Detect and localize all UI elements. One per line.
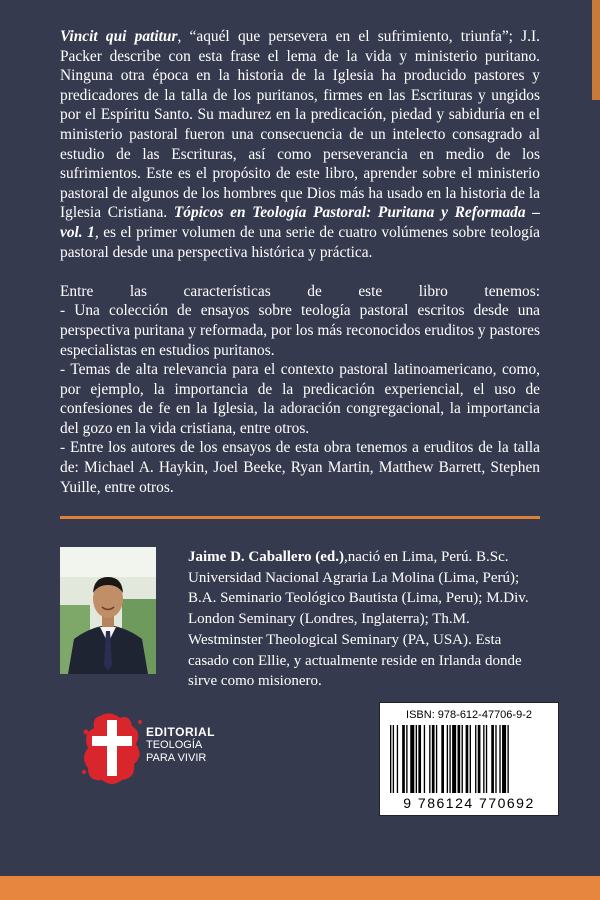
barcode-bar xyxy=(466,725,469,793)
barcode-bar xyxy=(390,725,391,793)
barcode-bar xyxy=(402,725,405,793)
author-name: Jaime D. Caballero (ed.) xyxy=(188,549,344,565)
barcode-bar xyxy=(452,725,456,793)
barcode-bar xyxy=(449,725,450,793)
barcode-bar xyxy=(406,725,407,793)
isbn-label: ISBN: 978-612-47706-9-2 xyxy=(406,709,532,721)
paragraph-gap xyxy=(60,262,540,282)
blurb-paragraph-1 xyxy=(60,27,540,262)
publisher-name xyxy=(146,726,215,765)
barcode-bar xyxy=(495,725,496,793)
barcode-bar xyxy=(491,725,494,793)
barcode-bar xyxy=(424,725,425,793)
barcode-bar xyxy=(447,725,448,793)
barcode-bar xyxy=(397,725,398,793)
barcode-bar xyxy=(475,725,476,793)
barcode-bar xyxy=(486,725,487,793)
barcode-bar xyxy=(436,725,437,793)
author-photo xyxy=(60,547,156,674)
section-divider xyxy=(60,516,540,519)
barcode-bars xyxy=(390,725,548,795)
blurb-paragraph-1-text: , “aquél que persevera en el sufrimiento, triunfa”; J.I. Packer describe con esta frase el lema de la vida y ministerio puritano. Ninguna otra época en la historia de la Iglesia ha producido pastores y predicadores de la talla de los puritanos, firmes en las Escrituras y ungidos por el Espíritu Santo. Su madurez en la predicación, piedad y sabiduría en el ministerio pastoral fueron una consecuencia de un intelecto consagrado al estudio de las Escrituras, así como perseverancia en medio de los sufrimientos. Este es el propósito de este libro, aprender sobre el ministerio pastoral de algunos de los hombres que Dios más ha usado en la historia de la Iglesia Cristiana. xyxy=(60,28,540,222)
barcode-bar xyxy=(416,725,417,793)
barcode-bar xyxy=(458,725,461,793)
blurb-paragraph-2-text: , es el primer volumen de una serie de cuatro volúmenes sobre teología pastoral desde una perspectiva histórica y práctica. xyxy=(60,223,540,261)
back-cover-blurb xyxy=(60,27,540,497)
barcode-bar xyxy=(507,725,508,793)
feature-item-3: - Entre los autores de los ensayos de esta obra tenemos a eruditos de la talla de: Michael A. Haykin, Joel Beeke, Ryan Martin, Matthew Barrett, Stephen Yuille, entre otros. xyxy=(60,439,540,496)
feature-item-2: - Temas de alta relevancia para el contexto pastoral latinoamericano, como, por ejemplo, la importancia de la predicación experiencial, el uso de confesiones de fe en la Iglesia, la adoración congregacional, la importancia del gozo en la vida cristiana, entre otros. xyxy=(60,361,540,437)
feature-item-1: - Una colección de ensayos sobre teología pastoral escritos desde una perspectiva puritana y reformada, por los más reconocidos eruditos y pastores especialistas en estudios puritanos. xyxy=(60,302,540,359)
publisher-logo xyxy=(80,710,250,790)
barcode-number: 9 786124 770692 xyxy=(403,795,535,811)
barcode-bar xyxy=(483,725,484,793)
barcode-bar xyxy=(393,725,394,793)
barcode-bar xyxy=(441,725,444,793)
barcode-bar xyxy=(478,725,481,793)
isbn-barcode xyxy=(379,702,559,816)
barcode-bar xyxy=(462,725,463,793)
barcode-bar xyxy=(418,725,421,793)
barcode-bar xyxy=(410,725,414,793)
barcode-bar xyxy=(429,725,430,793)
barcode-bar xyxy=(470,725,471,793)
publisher-line-2: TEOLOGÍA xyxy=(146,739,203,751)
features-intro: Entre las características de este libro tenemos: xyxy=(60,282,540,300)
barcode-bar xyxy=(499,725,500,793)
publisher-line-3: PARA VIVIR xyxy=(146,752,207,764)
author-bio-text: ,nació en Lima, Perú. B.Sc. Universidad Nacional Agraria La Molina (Lima, Perú); B.A. Seminario Teológico Bautista (Lima, Peru); M.Div. London Seminary (Londres, Inglaterra); Th.M. Westminster Theological Seminary (PA, USA). Esta casado con Ellie, y actualmente reside en Irlanda donde sirve como misionero. xyxy=(188,549,529,690)
author-bio xyxy=(188,547,540,692)
publisher-line-1: EDITORIAL xyxy=(146,725,215,739)
book-title-mention: Tópicos en Teología Pastoral: Puritana y Reformada – vol. 1 xyxy=(60,204,540,241)
barcode-bar xyxy=(432,725,435,793)
latin-motto: Vincit qui patitur xyxy=(60,28,178,45)
cross-splash-icon xyxy=(80,710,144,786)
bottom-accent-band xyxy=(0,876,600,900)
barcode-bar xyxy=(502,725,506,793)
spine-edge-strip xyxy=(592,0,600,100)
